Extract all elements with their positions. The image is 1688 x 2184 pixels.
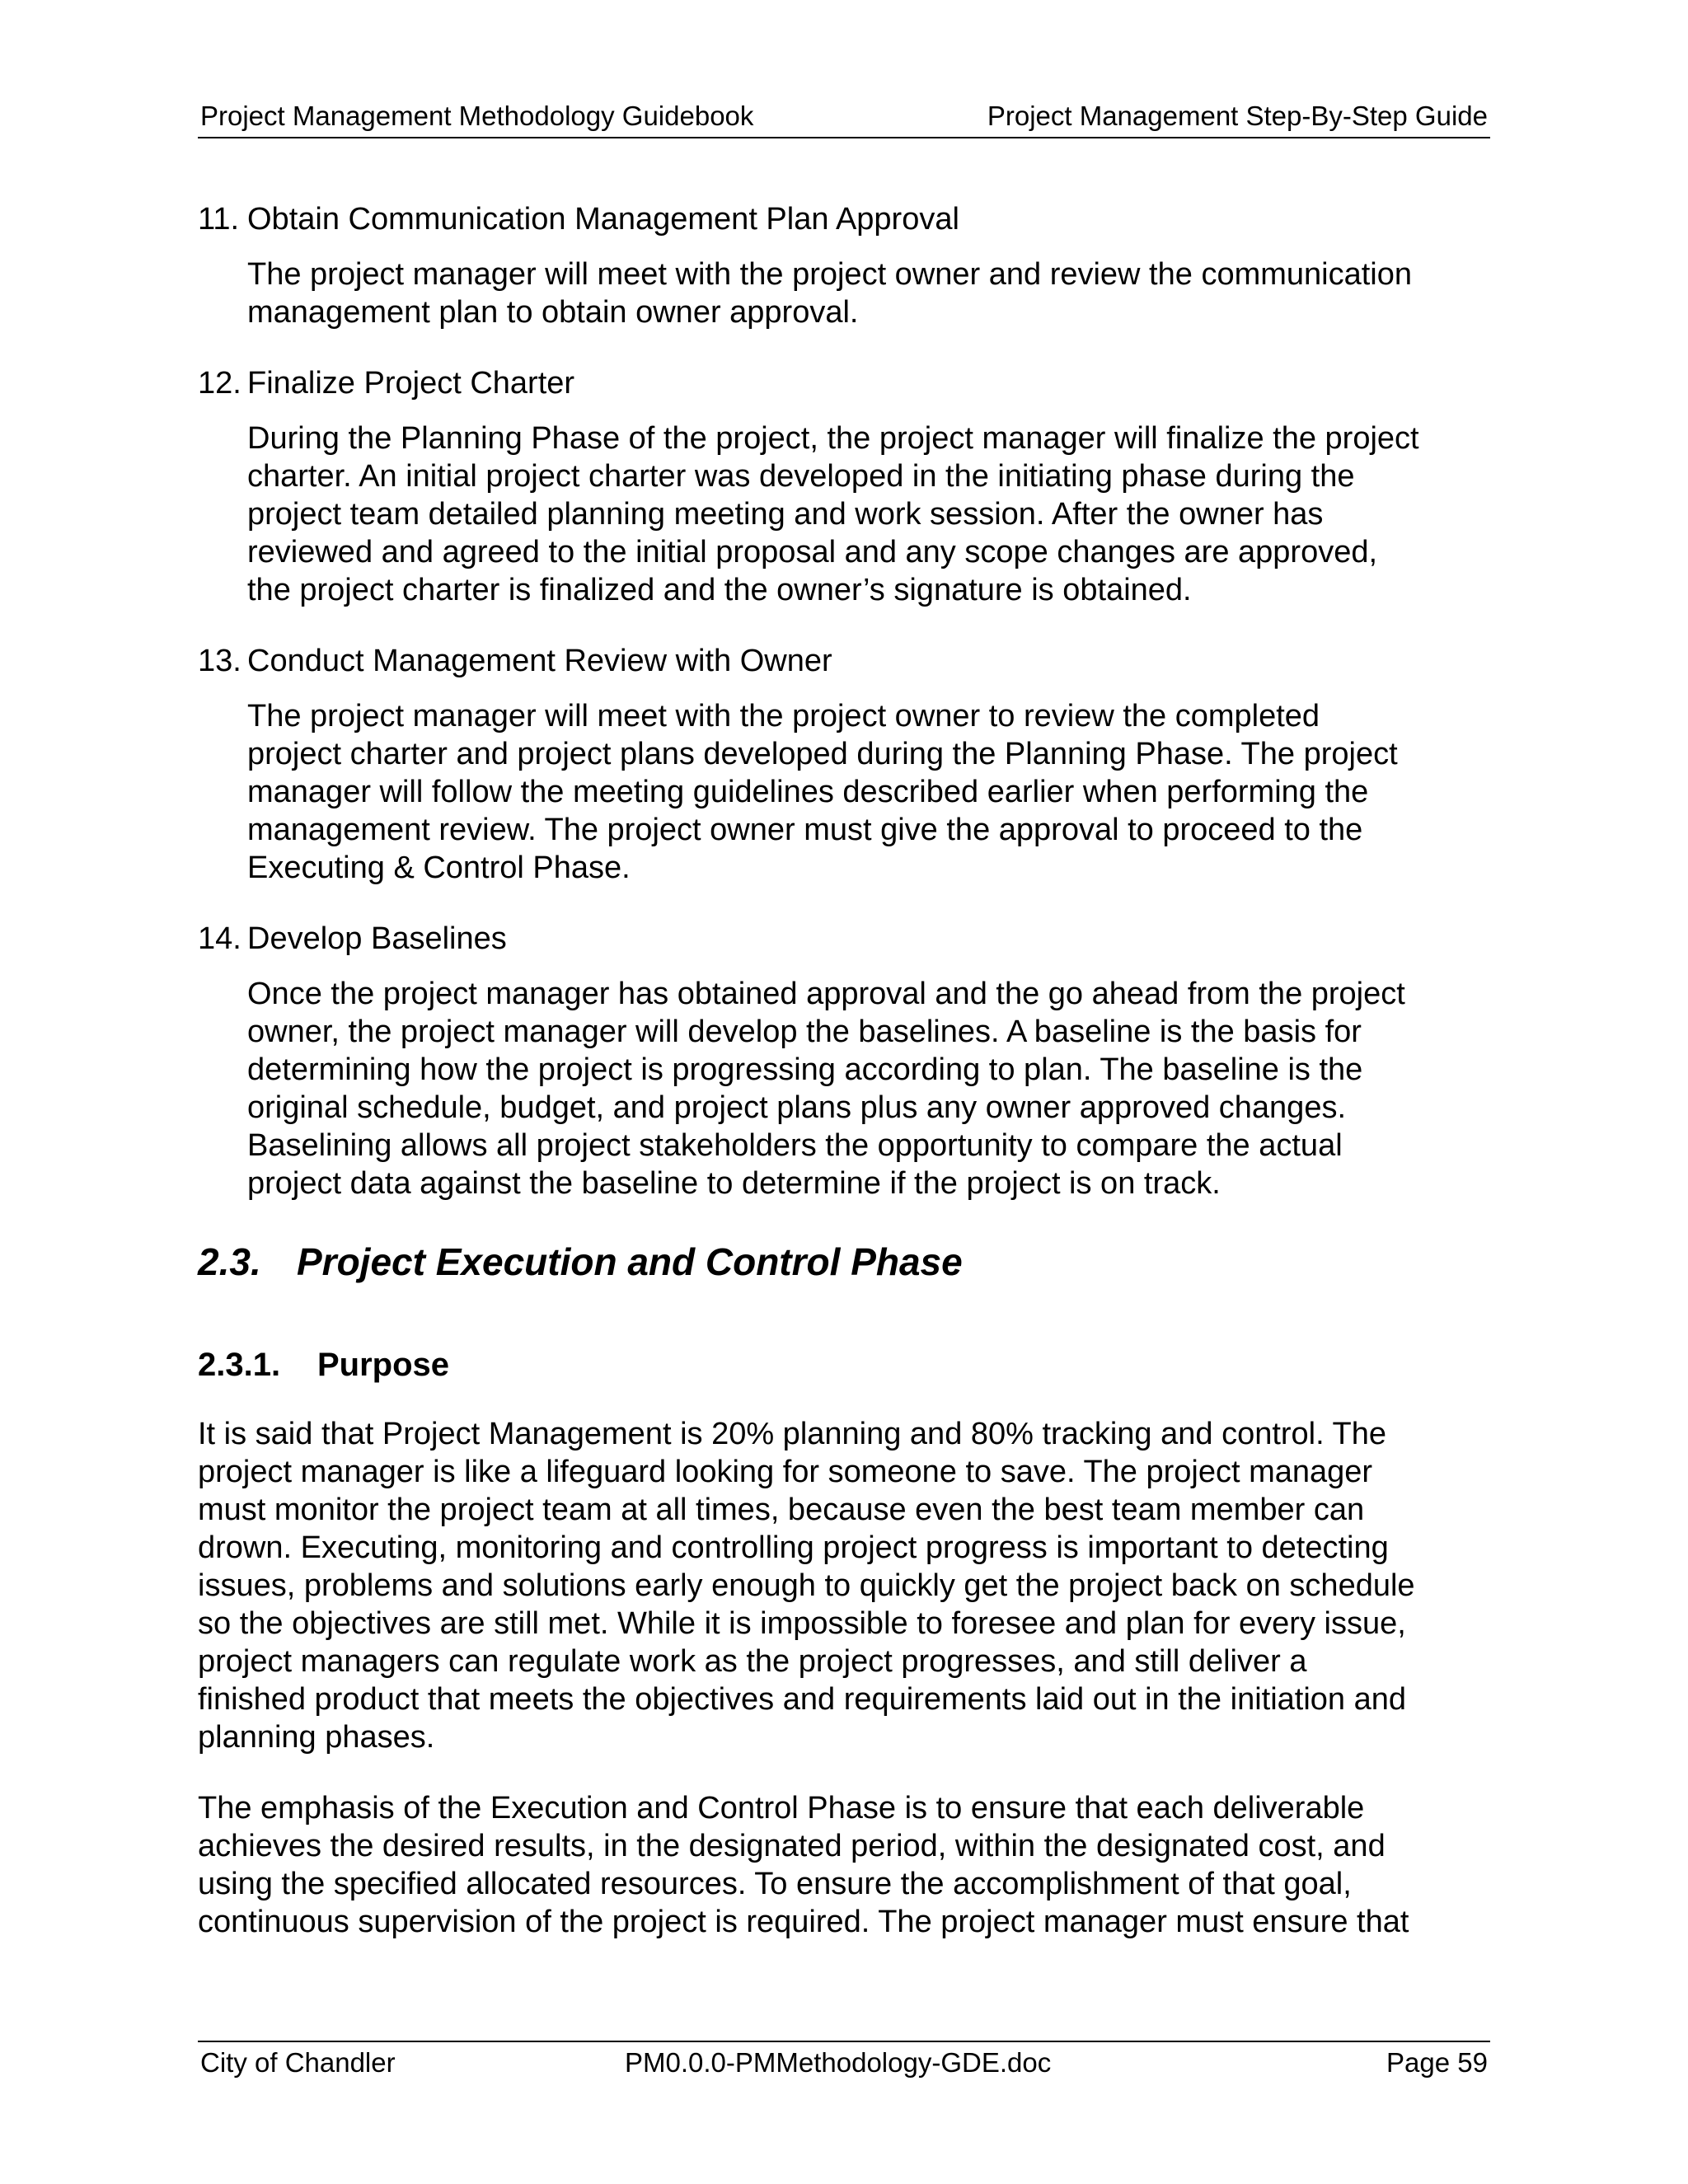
step-title-text: Finalize Project Charter: [247, 366, 575, 401]
section-number: 2.3.: [198, 1240, 261, 1283]
footer-page-number: Page 59: [1386, 2047, 1488, 2078]
body-paragraph: The emphasis of the Execution and Control Phase is to ensure that each deliverable achieves the desired results, in the designated period, within the designated cost, and using the specified allocated resources. To ensure the accomplishment of that goal, continuous supervision of the project is required. The project manager must ensure that: [198, 1791, 1409, 1939]
step-13: [198, 642, 1490, 887]
footer-left-text: City of Chandler: [200, 2047, 396, 2078]
step-title: [198, 920, 1490, 958]
step-body: The project manager will meet with the project owner to review the completed project charter and project plans developed during the Planning Phase. The project manager will follow the meeting guidelines described earlier when performing the management review. The project owner must give the approval to proceed to the Executing & Control Phase.: [247, 699, 1398, 885]
step-body: During the Planning Phase of the project, the project manager will finalize the project charter. An initial project charter was developed in the initiating phase during the project team detailed planning meeting and work session. After the owner has reviewed and agreed to the initial proposal and any scope changes are approved, the project charter is finalized and the owner’s signature is obtained.: [247, 421, 1419, 607]
page-footer: [198, 2041, 1490, 2083]
header-right-text: Project Management Step-By-Step Guide: [987, 101, 1488, 131]
document-page: [198, 0, 1490, 2184]
section-title: Project Execution and Control Phase: [297, 1240, 963, 1283]
subsection-title: Purpose: [317, 1347, 450, 1383]
subsection-heading: [198, 1344, 1490, 1385]
subsection-number: 2.3.1.: [198, 1347, 281, 1383]
page-content: [198, 200, 1490, 1941]
step-12: [198, 364, 1490, 609]
step-title: [198, 200, 1490, 238]
step-number: 13.: [198, 644, 241, 678]
step-body: The project manager will meet with the project owner and review the communication management plan to obtain owner approval.: [247, 257, 1412, 330]
step-number: 14.: [198, 921, 241, 956]
step-title-text: Conduct Management Review with Owner: [247, 644, 832, 678]
step-title: [198, 364, 1490, 402]
step-title: [198, 642, 1490, 680]
page-header: [198, 96, 1490, 138]
step-title-text: Develop Baselines: [247, 921, 507, 956]
header-left-text: Project Management Methodology Guidebook: [200, 101, 754, 131]
step-body: Once the project manager has obtained approval and the go ahead from the project owner, the project manager will develop the baselines. A baseline is the basis for determining how the project is progressing according to plan. The baseline is the original schedule, budget, and project plans plus any owner approved changes. Baselining allows all project stakeholders the opportunity to compare the actual project data against the baseline to determine if the project is on track.: [247, 977, 1405, 1201]
step-title-text: Obtain Communication Management Plan Approval: [247, 202, 959, 237]
step-number: 12.: [198, 366, 241, 401]
body-paragraph: It is said that Project Management is 20% planning and 80% tracking and control. The project manager is like a lifeguard looking for someone to save. The project manager must monitor the project team at all times, because even the best team member can drown. Executing, monitoring and controlling project progress is important to detecting issues, problems and solutions early enough to quickly get the project back on schedule so the objectives are still met. While it is impossible to foresee and plan for every issue, project managers can regulate work as the project progresses, and still deliver a finished product that meets the objectives and requirements laid out in the initiation and planning phases.: [198, 1417, 1415, 1755]
section-heading: [198, 1239, 1490, 1285]
footer-filename: PM0.0.0-PMMethodology-GDE.doc: [625, 2047, 1052, 2078]
step-14: [198, 920, 1490, 1202]
step-number: 11.: [198, 202, 240, 237]
step-11: [198, 200, 1490, 331]
